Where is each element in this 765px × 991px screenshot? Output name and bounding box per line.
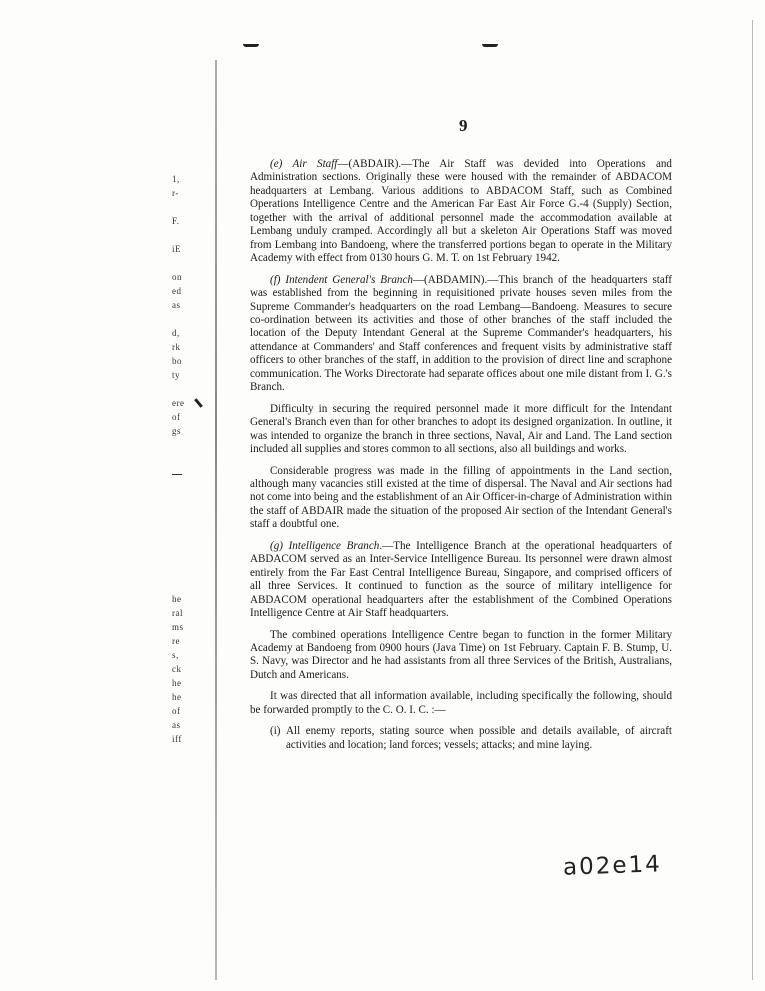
margin-fragment: F. — [172, 216, 180, 226]
margin-fragment: he — [172, 678, 182, 688]
list-item: (i) All enemy reports, stating source when possible and details available, of aircraft activities and location; land forces; vessels; attacks; and mine laying. — [270, 725, 672, 751]
margin-fragment: bo — [172, 356, 182, 366]
margin-fragment: of — [172, 706, 181, 716]
margin-fragment: s, — [172, 650, 179, 660]
margin-fragment: ms — [172, 622, 184, 632]
scan-artifact-mark — [243, 44, 259, 47]
handwritten-reference-note: a02e14 — [562, 851, 663, 881]
margin-fragment: he — [172, 692, 182, 702]
binding-gutter-line — [215, 60, 217, 980]
scan-artifact-mark — [194, 398, 203, 408]
paragraph-intelligence: (g) Intelligence Branch.—The Intelligence Branch at the operational headquarters of ABDACOM served as an Inter-Service Intelligence Bureau. Its personnel were drawn almost entirely from the Far East Central Intelligence Bureau, Singapore, and comprised officers of all three Services. It continued to function as the source of military intelligence for ABDACOM operational headquarters after the establishment of the Combined Operations Intelligence Centre at Air Staff headquarters. — [250, 539, 672, 620]
document-body — [250, 158, 672, 760]
margin-fragment: of — [172, 412, 181, 422]
paragraph: Difficulty in securing the required personnel made it more difficult for the Intendant General's Branch even than for other branches to adopt its designed organization. In outline, it was intended to organize the branch in three sections, Naval, Air and Land. The Land section included all supplies and stores common to all sections, also all buildings and works. — [250, 402, 672, 456]
scan-artifact-mark — [482, 44, 498, 47]
page-number: 9 — [459, 116, 468, 135]
paragraph: It was directed that all information available, including specifically the following, should be forwarded promptly to the C. O. I. C. :— — [250, 690, 672, 716]
margin-fragment: rk — [172, 342, 181, 352]
margin-dash — [172, 474, 182, 475]
margin-fragment — [172, 256, 185, 270]
margin-fragment — [172, 382, 185, 396]
margin-fragment: d, — [172, 328, 180, 338]
margin-fragment: ere — [172, 398, 185, 408]
margin-fragment: iff — [172, 734, 182, 744]
paragraph-intendent: (f) Intendent General's Branch—(ABDAMIN).—This branch of the headquarters staff was established from the beginning in requisitioned private houses seven miles from the Supreme Commander's headquarters on the road Lembang—Bandoeng. Measures to secure co-ordination between its activities and those of other branches of the staff included the location of the Deputy Intendant General at the Supreme Commander's headquarters, his attendance at Commanders' and Staff conferences and frequent visits by administrative staff officers to other branches of the staff, in addition to the provision of direct line and scraphone communication. The Works Directorate had separate offices about one mile distant from I. G.'s Branch. — [250, 273, 672, 394]
margin-fragment: r- — [172, 188, 179, 198]
section-heading: (e) Air Staff — [270, 158, 338, 170]
margin-text-fragments-upper — [172, 172, 185, 438]
paragraph: The combined operations Intelligence Centre began to function in the former Military Academy at Bandoeng from 0900 hours (Java Time) on 1st February. Captain F. B. Stump, U. S. Navy, was Director and he had assistants from all three Services of the British, Australians, Dutch and Americans. — [250, 628, 672, 681]
paragraph: Considerable progress was made in the filling of appointments in the Land section, although many vacancies still existed at the time of dispersal. The Naval and Air sections had not come into being and the establishment of an Air Officer-in-charge of Administration within the staff of ABDAIR made the situation of the proposed Air section of the Intendant General's staff a doubtful one. — [250, 464, 672, 531]
margin-fragment — [172, 312, 185, 326]
margin-fragment: gs — [172, 426, 182, 436]
margin-fragment — [172, 228, 185, 242]
margin-fragment: on — [172, 272, 182, 282]
section-heading: (f) Intendent General's Branch — [270, 273, 413, 286]
margin-fragment — [172, 200, 185, 214]
margin-text-fragments-lower — [172, 592, 184, 746]
margin-fragment: as — [172, 720, 181, 730]
page-edge-line — [752, 20, 753, 980]
margin-fragment: ck — [172, 664, 182, 674]
margin-fragment: as — [172, 300, 181, 310]
margin-fragment: ral — [172, 608, 183, 618]
margin-fragment: he — [172, 594, 182, 604]
margin-fragment: re — [172, 636, 180, 646]
margin-fragment: ty — [172, 370, 181, 380]
paragraph-air-staff: (e) Air Staff—(ABDAIR).—The Air Staff was devided into Operations and Administration sections. Originally these were housed with the remainder of ABDACOM headquarters at Lembang. Various additions to ABDACOM Staff, such as Combined Operations Intelligence Centre and the American Far East Air Force G.-4 (Supply) Section, together with the arrival of additional personnel made the accommodation available at Lembang unduly cramped. Accordingly all but a skeleton Air Operations Staff was moved from Lembang into Bandoeng, where the transferred portions began to operate in the Military Academy with effect from 0130 hours G. M. T. on 1st February 1942. — [250, 158, 672, 265]
section-heading: (g) Intelligence Branch — [270, 539, 380, 552]
margin-fragment: 1, — [172, 174, 180, 184]
margin-fragment: iE — [172, 244, 181, 254]
margin-fragment: ed — [172, 286, 182, 296]
